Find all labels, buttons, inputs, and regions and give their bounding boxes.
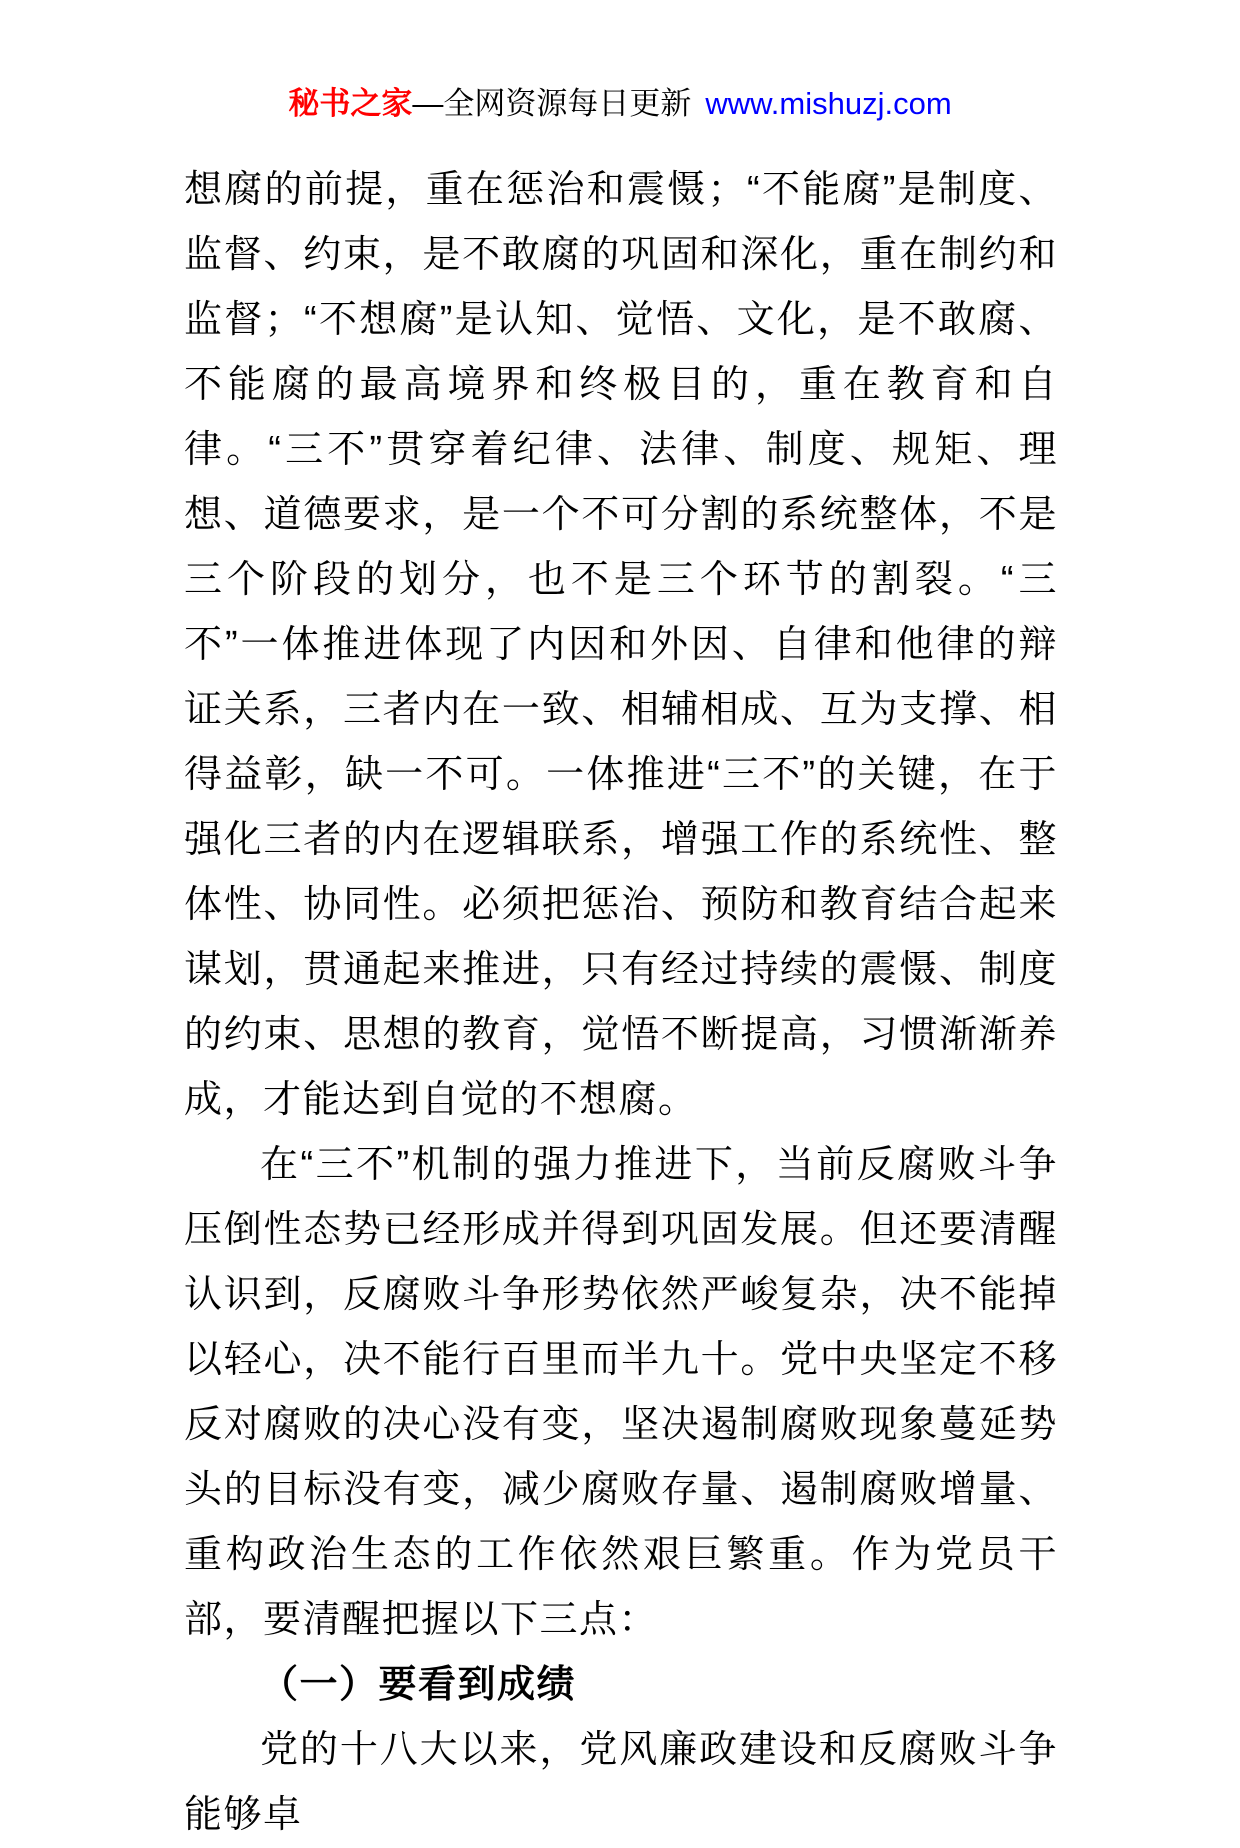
page-header [0, 0, 1240, 124]
section-heading: （一）要看到成绩 [260, 1664, 577, 1706]
site-name: 秘书之家 [288, 86, 413, 121]
header-tagline: 全网资源每日更新 [443, 86, 692, 121]
paragraph-continuation: 想腐的前提，重在惩治和震慑；“不能腐”是制度、监督、约束，是不敢腐的巩固和深化，重在制约和监督；“不想腐”是认知、觉悟、文化，是不敢腐、不能腐的最高境界和终极目的，重在教育和自律。“三不”贯穿着纪律、法律、制度、规矩、理想、道德要求，是一个不可分割的系统整体，不是三个阶段的划分，也不是三个环节的割裂。“三不”一体推进体现了内因和外因、自律和他律的辩证关系，三者内在一致、相辅相成、互为支撑、相得益彰，缺一不可。一体推进“三不”的关键，在于强化三者的内在逻辑联系，增强工作的系统性、整体性、协同性。必须把惩治、预防和教育结合起来谋划，贯通起来推进，只有经过持续的震慑、制度的约束、思想的教育，觉悟不断提高，习惯渐渐养成，才能达到自觉的不想腐。 [184, 169, 1058, 1121]
site-url-link[interactable]: www.mishuzj.com [705, 86, 952, 121]
paragraph: 在“三不”机制的强力推进下，当前反腐败斗争压倒性态势已经形成并得到巩固发展。但还要清醒认识到，反腐败斗争形势依然严峻复杂，决不能掉以轻心，决不能行百里而半九十。党中央坚定不移反对腐败的决心没有变，坚决遏制腐败现象蔓延势头的目标没有变，减少腐败存量、遏制腐败增量、重构政治生态的工作依然艰巨繁重。作为党员干部，要清醒把握以下三点： [184, 1144, 1058, 1641]
paragraph: 党的十八大以来，党风廉政建设和反腐败斗争能够卓 [184, 1729, 1058, 1836]
header-separator: — [412, 86, 444, 121]
document-body [184, 158, 1058, 1848]
